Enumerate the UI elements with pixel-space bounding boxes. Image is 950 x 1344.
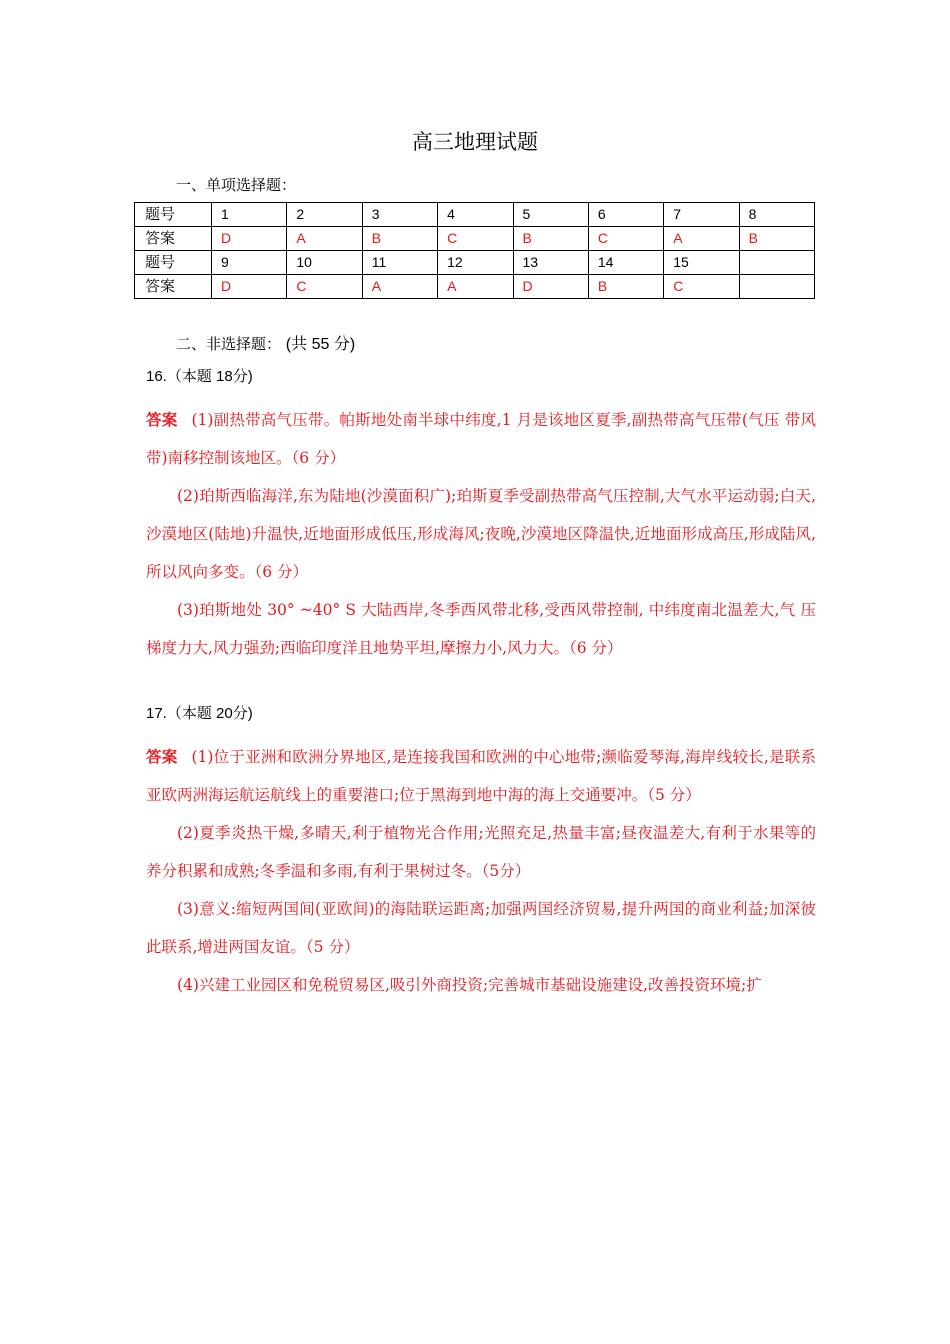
answer-cell: B [588, 275, 663, 299]
row-label: 题号 [135, 251, 212, 275]
answer-cell: B [362, 227, 437, 251]
section2-title: 二、非选择题： [176, 335, 282, 353]
q17-part1 [146, 738, 816, 814]
question-number-cell: 5 [513, 203, 588, 227]
answer-cell: A [287, 227, 362, 251]
q16-part1 [146, 401, 816, 477]
q16-part2: (2)珀斯西临海洋,东为陆地(沙漠面积广);珀斯夏季受副热带高气压控制,大气水平运动弱;白天,沙漠地区(陆地)升温快,近地面形成低压,形成海风;夜晚,沙漠地区降温快,近地面形成高压,形成陆风,所以风向多变。（6 分） [146, 487, 816, 581]
answer-label: 答案 [146, 748, 178, 766]
answer-cell [739, 275, 814, 299]
q17-part1-text: (1)位于亚洲和欧洲分界地区,是连接我国和欧洲的中心地带;濒临爱琴海,海岸线较长,是联系亚欧两洲海运航运航线上的重要港口;位于黑海到地中海的海上交通要冲。（5 分） [146, 748, 816, 804]
answer-cell: C [438, 227, 513, 251]
question-number-cell: 4 [438, 203, 513, 227]
question-number-cell: 13 [513, 251, 588, 275]
answer-cell: A [438, 275, 513, 299]
answer-cell: D [212, 227, 287, 251]
q17-part2: (2)夏季炎热干燥,多晴天,利于植物光合作用;光照充足,热量丰富;昼夜温差大,有利于水果等的养分积累和成熟;冬季温和多雨,有利于果树过冬。（5分） [146, 824, 816, 880]
answer-cell: B [739, 227, 814, 251]
question-number-cell: 9 [212, 251, 287, 275]
answer-cell: C [287, 275, 362, 299]
question-number-cell: 12 [438, 251, 513, 275]
question-number-cell: 11 [362, 251, 437, 275]
section2-points: (共 55 分) [285, 336, 356, 353]
table-row [135, 227, 815, 251]
row-label: 答案 [135, 227, 212, 251]
q16-part3: (3)珀斯地处 30° ~40° S 大陆西岸,冬季西风带北移,受西风带控制, 中纬度南北温差大,气 压梯度力大,风力强劲;西临印度洋且地势平坦,摩擦力小,风力大。（6 分） [146, 601, 816, 657]
question-number-cell: 2 [287, 203, 362, 227]
answer-table [134, 202, 815, 299]
question-number-cell: 3 [362, 203, 437, 227]
section2-heading [176, 331, 355, 354]
question-number-cell: 15 [664, 251, 739, 275]
question-16-heading: 16.（本题 18分) [146, 368, 253, 385]
row-label: 题号 [135, 203, 212, 227]
answer-cell: B [513, 227, 588, 251]
q17-part4: (4)兴建工业园区和免税贸易区,吸引外商投资;完善城市基础设施建设,改善投资环境;扩 [177, 976, 762, 994]
question-17-heading: 17.（本题 20分) [146, 705, 253, 722]
q16-part1-text: (1)副热带高气压带。帕斯地处南半球中纬度,1 月是该地区夏季,副热带高气压带(气压 带风带)南移控制该地区。（6 分） [146, 411, 816, 467]
question-16-answer [146, 401, 816, 667]
answer-cell: C [588, 227, 663, 251]
answer-cell: C [664, 275, 739, 299]
question-number-cell: 14 [588, 251, 663, 275]
q17-part3: (3)意义:缩短两国间(亚欧间)的海陆联运距离;加强两国经济贸易,提升两国的商业利益;加深彼此联系,增进两国友谊。（5 分） [146, 900, 816, 956]
question-17-answer [146, 738, 816, 1004]
question-number-cell [739, 251, 814, 275]
table-row [135, 251, 815, 275]
table-row [135, 275, 815, 299]
answer-cell: A [362, 275, 437, 299]
answer-cell: D [513, 275, 588, 299]
question-number-cell: 1 [212, 203, 287, 227]
question-number-cell: 10 [287, 251, 362, 275]
section1-heading: 一、单项选择题： [176, 176, 297, 194]
row-label: 答案 [135, 275, 212, 299]
answer-label: 答案 [146, 411, 178, 429]
question-number-cell: 8 [739, 203, 814, 227]
answer-cell: D [212, 275, 287, 299]
question-number-cell: 6 [588, 203, 663, 227]
answer-cell: A [664, 227, 739, 251]
question-number-cell: 7 [664, 203, 739, 227]
page-title: 高三地理试题 [412, 130, 538, 154]
table-row [135, 203, 815, 227]
